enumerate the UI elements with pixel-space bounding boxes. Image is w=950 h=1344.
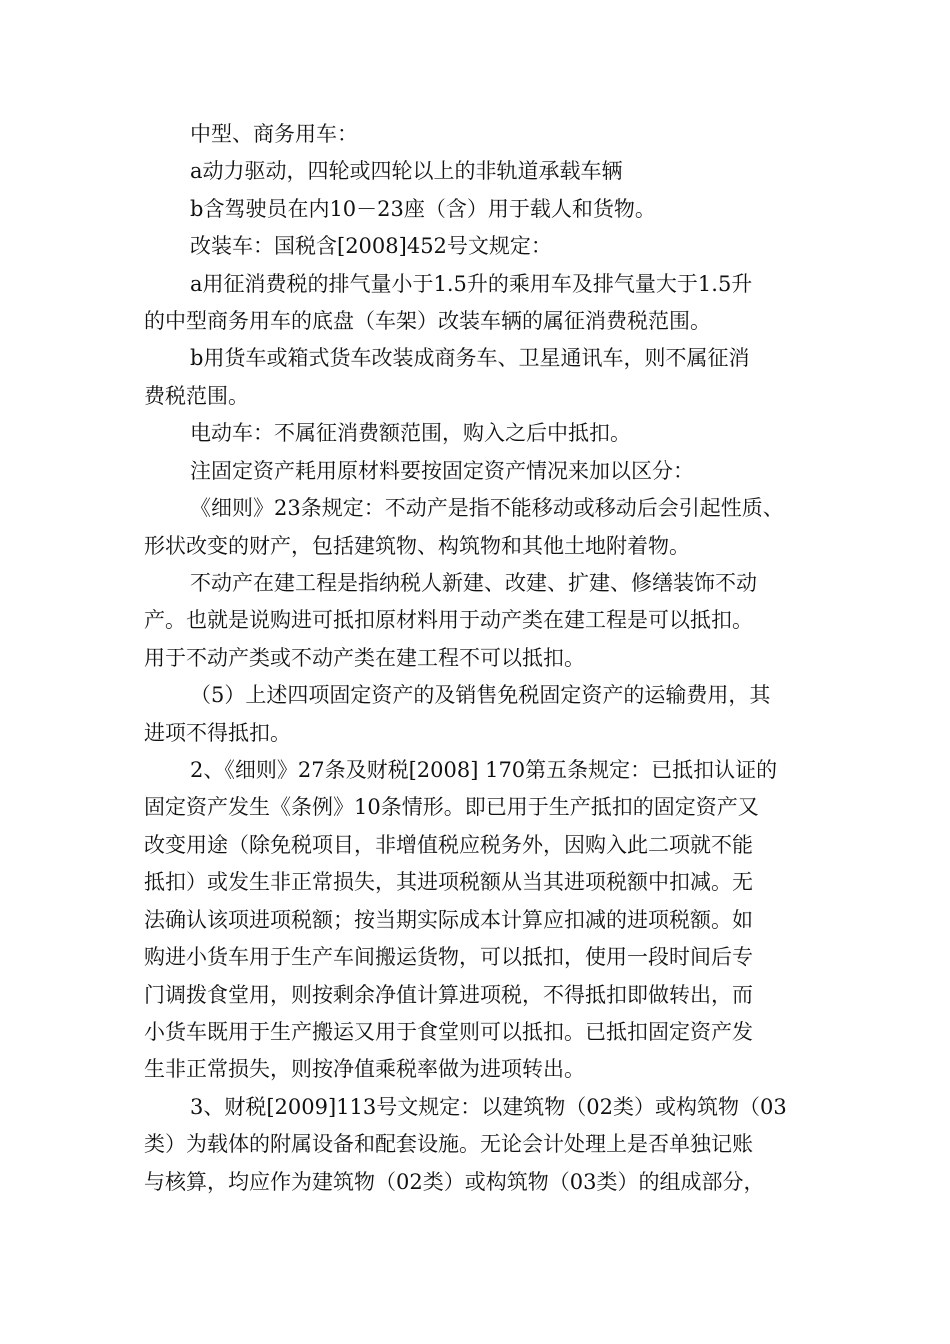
text-line: 费税范围。 [144,384,249,408]
text-line: 固定资产发生《条例》10条情形。即已用于生产抵扣的固定资产又 [144,795,759,819]
text-line: a用征消费税的排气量小于1.5升的乘用车及排气量大于1.5升 [190,272,753,296]
text-line: 改变用途（除免税项目，非增值税应税务外，因购入此二项就不能 [144,833,753,857]
text-line: 形状改变的财产，包括建筑物、构筑物和其他土地附着物。 [144,534,690,558]
text-line: 法确认该项进项税额；按当期实际成本计算应扣减的进项税额。如 [144,908,753,932]
text-line: 产。也就是说购进可抵扣原材料用于动产类在建工程是可以抵扣。 [144,608,753,632]
text-line: 与核算，均应作为建筑物（02类）或构筑物（03类）的组成部分， [144,1170,765,1194]
text-line: 《细则》23条规定：不动产是指不能移动或移动后会引起性质、 [190,496,784,520]
text-line: 电动车：不属征消费额范围，购入之后中抵扣。 [190,421,631,445]
text-line: 改装车：国税含[2008]452号文规定： [190,234,552,258]
text-line: 用于不动产类或不动产类在建工程不可以抵扣。 [144,646,585,670]
text-line: 门调拨食堂用，则按剩余净值计算进项税，不得抵扣即做转出，而 [144,983,753,1007]
text-line: a动力驱动，四轮或四轮以上的非轨道承载车辆 [190,159,623,183]
text-line: 购进小货车用于生产车间搬运货物，可以抵扣，使用一段时间后专 [144,945,753,969]
text-line: 3、财税[2009]113号文规定：以建筑物（02类）或构筑物（03 [190,1095,787,1119]
text-line: 不动产在建工程是指纳税人新建、改建、扩建、修缮装饰不动 [190,571,757,595]
text-line: 进项不得抵扣。 [144,721,291,745]
text-line: （5）上述四项固定资产的及销售免税固定资产的运输费用，其 [190,683,771,707]
text-line: b含驾驶员在内10－23座（含）用于载人和货物。 [190,197,656,221]
text-line: b用货车或箱式货车改装成商务车、卫星通讯车，则不属征消 [190,346,750,370]
text-line: 小货车既用于生产搬运又用于食堂则可以抵扣。已抵扣固定资产发 [144,1020,753,1044]
text-line: 生非正常损失，则按净值乘税率做为进项转出。 [144,1057,585,1081]
text-line: 的中型商务用车的底盘（车架）改装车辆的属征消费税范围。 [144,309,711,333]
text-line: 抵扣）或发生非正常损失，其进项税额从当其进项税额中扣减。无 [144,870,753,894]
text-line: 注固定资产耗用原材料要按固定资产情况来加以区分： [190,459,694,483]
text-line: 中型、商务用车： [190,122,358,146]
text-line: 类）为载体的附属设备和配套设施。无论会计处理上是否单独记账 [144,1132,753,1156]
text-line: 2、《细则》27条及财税[2008] 170第五条规定：已抵扣认证的 [190,758,778,782]
